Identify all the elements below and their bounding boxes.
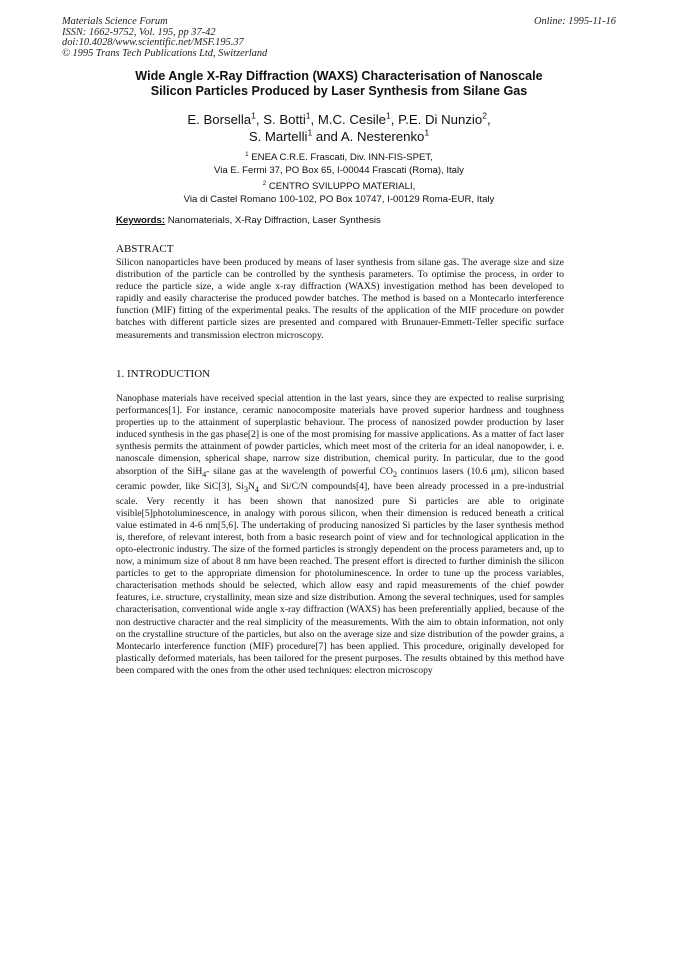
abstract-text: Silicon nanoparticles have been produced by means of laser synthesis from silane gas. The average size and size distribution of the particle can be controlled by the synthesis parameters. To optimise the process, in order to reduce the particle size, a wide angle x-ray diffraction (WAXS) investigation method has been developed to rapidly and easily characterise the produced powder batches. The method is based on a Montecarlo interference function (MIF) fitting of the experimental peaks. The results of the application of the MIF procedure on powder batches with different particle sizes are presented and compared with Brunauer-Emmett-Teller specific surface measurements and transmission electron microscopy. [116, 257, 564, 341]
online-date: Online: 1995-11-16 [533, 16, 616, 27]
author-affiliation-mark: 1 [386, 110, 391, 121]
author-separator: , [390, 112, 399, 127]
author-name: S. Martelli [248, 129, 308, 144]
author-name: E. Borsella [187, 112, 252, 127]
affiliation-address: Via E. Fermi 37, PO Box 65, I-00044 Frascati (Roma), Italy [214, 165, 464, 176]
subscript: 3 [243, 484, 248, 494]
author-affiliation-mark: 1 [424, 127, 430, 138]
copyright-line: © 1995 Trans Tech Publications Ltd, Switzerland [62, 47, 268, 59]
author-affiliation-mark: 1 [307, 127, 313, 138]
intro-text-run: continuos lasers (10.6 μm), silicon based ceramic powder, like SiC[3], Si [116, 465, 565, 492]
author-name: P.E. Di Nunzio [398, 112, 483, 127]
author-line [90, 111, 588, 128]
affiliation-line [90, 180, 588, 193]
affiliation-institute: ENEA C.R.E. Frascati, Div. INN-FIS-SPET, [248, 152, 433, 163]
affiliation-institute: CENTRO SVILUPPO MATERIALI, [266, 181, 416, 192]
author-affiliation-mark: 2 [482, 110, 487, 121]
affiliation-mark: 1 [245, 150, 249, 158]
keywords [116, 215, 381, 226]
author-name: M.C. Cesile [317, 112, 387, 127]
author-line [90, 128, 588, 145]
author-separator: , [255, 112, 264, 127]
intro-text-run: N [247, 480, 255, 492]
affiliation-line [90, 151, 588, 164]
journal-header [62, 17, 267, 59]
author-affiliation-mark: 1 [305, 110, 311, 121]
affiliation-address: Via di Castel Romano 100-102, PO Box 10747, I-00129 Roma-EUR, Italy [183, 194, 495, 205]
keywords-text: Nanomaterials, X-Ray Diffraction, Laser Synthesis [165, 215, 381, 226]
author-list [90, 111, 588, 145]
issn-line: ISSN: 1662-9752, Vol. 195, pp 37-42 [62, 26, 216, 38]
author-affiliation-mark: 1 [251, 110, 256, 121]
author-separator: , [310, 112, 318, 127]
intro-text-run: and Si/C/N compounds[4], have been already processed in a pre-industrial scale. Very recently it has been shown that nanosized pure Si particles are able to originate visible[5]photoluminescence, in analogy with porous silicon, when their dimension is reduced beneath a critical value estimated in 4-6 nm[5,6]. The undertaking of producing nanosized Si particles by the laser synthesis method is, therefore, of relevant interest, both from a basic research point of view and for technological application in the opto-electronic industry. The size of the formed particles is strongly dependent on the process parameters and, up to now, a minimum size of about 8 nm have been reached. The present effort is directed to further diminish the silicon particles to get to the appropriate dimension for photoluminescence. In order to tune up the process variables, characterisation methods should be selected, which allow easy and rapid measurements of the chief powder features, i.e. structure, crystallinity, mean size and size distribution. Among the several techniques, used for samples characterisation, conventional wide angle x-ray diffraction (WAXS) has been preferentially applied, because of the non destructive character and the real simplicity of the measurements. With the aim to obtain information, not only on the crystalline structure of the particles, but also on the average size and size distribution of the powder grains, a Montecarlo interference function (MIF) procedure[7] has been applied. This procedure, originally developed for plastically deformed materials, has been tailored for the present purposes. The results obtained by this method have been compared with the ones from the other used techniques: electron microscopy [116, 480, 564, 676]
author-separator: and [312, 129, 341, 144]
title-line: Silicon Particles Produced by Laser Synthesis from Silane Gas [150, 84, 528, 98]
affiliation-2 [90, 180, 588, 206]
subscript: 4 [254, 484, 259, 494]
affiliation-mark: 2 [262, 179, 267, 187]
author-separator: , [486, 112, 491, 127]
subscript: 2 [393, 469, 398, 479]
intro-text-run: Nanophase materials have received special attention in the last years, since they are expected to realise surprising performances[1]. For instance, ceramic nanocomposite materials have proved superior hardness and toughness properties up to the attainment of superplastic behaviour. The process of nanosized powder production by laser induced synthesis in the gas phase[2] is one of the most promising for massive applications. As a matter of fact laser synthesis permits the attainment of powder particles, which meet most of the criteria for an ideal nanopowder, i. e. nanoscale dimension, spherical shape, narrow size distribution, chemical purity. In particular, due to the good absorption of the SiH [116, 393, 564, 477]
journal-name: Materials Science Forum [62, 16, 168, 27]
title-line: Wide Angle X-Ray Diffraction (WAXS) Characterisation of Nanoscale [135, 69, 543, 83]
introduction-heading: 1. INTRODUCTION [116, 368, 211, 380]
doi-line: doi:10.4028/www.scientific.net/MSF.195.37 [62, 37, 244, 49]
affiliation-1 [90, 151, 588, 177]
keywords-label: Keywords: [116, 215, 166, 226]
abstract-heading: ABSTRACT [116, 243, 174, 255]
intro-text-run: - silane gas at the wavelength of powerful CO [206, 465, 393, 477]
introduction-text [116, 393, 564, 677]
author-name: A. Nesterenko [340, 129, 425, 144]
subscript: 4 [202, 469, 207, 479]
author-name: S. Botti [263, 112, 306, 127]
paper-title [90, 69, 588, 99]
